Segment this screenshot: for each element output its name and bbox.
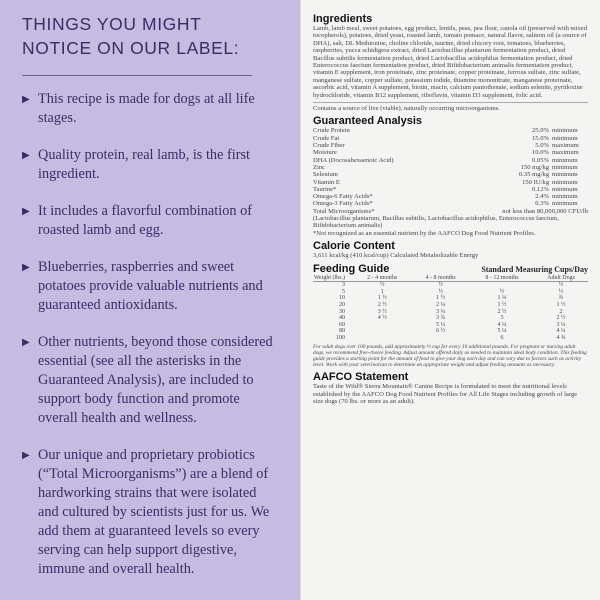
feeding-guide-header xyxy=(313,260,588,275)
ga-qual: minimum xyxy=(552,178,578,186)
table-cell: 1 ½ xyxy=(377,295,387,302)
table-cell: 5 ¼ xyxy=(436,321,446,328)
ga-value: 25.0% xyxy=(531,127,549,135)
table-cell: ½ xyxy=(499,288,505,295)
table-row xyxy=(313,295,588,302)
highlight-item xyxy=(22,258,278,315)
highlight-item xyxy=(22,146,278,184)
table-cell: 3 ¼ xyxy=(556,321,566,328)
table-cell: 1 ½ xyxy=(436,295,446,302)
calorie-text: 3,611 kcal/kg (410 kcal/cup) Calculated Metabolizable Energy xyxy=(313,252,479,260)
label-panel xyxy=(300,0,600,600)
table-cell: 20 xyxy=(339,302,345,309)
table-cell: 5 xyxy=(342,288,345,295)
title-divider xyxy=(22,75,252,76)
ga-qual: minimum xyxy=(552,134,578,142)
table-cell: ½ xyxy=(438,288,443,295)
table-cell: 4 ¼ xyxy=(497,321,507,328)
ga-name: Taurine* xyxy=(313,185,337,193)
highlight-text: Our unique and proprietary probiotics (“Total Microorganisms”) are a blend of hardworking strains that were isolated and cultured by scientists just for us. We add them at guaranteed levels so every serving can help support digestive, immune and overall health. xyxy=(38,447,270,577)
table-row xyxy=(313,135,588,142)
arrow-right-icon: ▶ xyxy=(22,150,30,161)
ga-value: 15.0% xyxy=(531,134,549,142)
table-cell: 10 xyxy=(339,295,345,302)
highlights-list xyxy=(22,90,278,579)
highlight-item xyxy=(22,333,278,428)
ga-value: 0.12% xyxy=(531,185,549,193)
table-cell: 4 ¼ xyxy=(556,328,566,335)
highlight-text: Quality protein, real lamb, is the first ingredient. xyxy=(38,147,251,182)
ga-qual: minimum xyxy=(552,193,578,201)
divider xyxy=(313,102,588,103)
table-cell: ½ xyxy=(558,282,564,289)
ga-name: Zinc xyxy=(313,163,326,171)
highlight-item xyxy=(22,446,278,579)
ga-qual: maximum xyxy=(552,149,579,157)
table-cell xyxy=(470,282,534,289)
ga-value: 150 mg/kg xyxy=(520,163,549,171)
table-cell: 3 xyxy=(342,282,345,289)
table-cell: 2 xyxy=(559,308,563,315)
calorie-heading: Calorie Content xyxy=(313,240,395,253)
highlight-text: Blueberries, raspberries and sweet potatoes provide valuable nutrients and guaranteed antioxidants. xyxy=(38,259,263,313)
ga-name: Omega-6 Fatty Acids* xyxy=(313,193,373,201)
feeding-guide-heading: Feeding Guide xyxy=(313,262,390,275)
table-cell: 6 ½ xyxy=(436,328,446,335)
ga-name: DHA (Docosahexaenoic Acid) xyxy=(313,156,394,164)
ga-value: 150 IU/kg xyxy=(522,178,549,186)
table-cell: ½ xyxy=(379,282,385,289)
table-row xyxy=(313,315,588,322)
table-row xyxy=(313,164,588,171)
ga-qual: minimum xyxy=(552,200,578,208)
column-header: Adult Dogs xyxy=(534,275,588,282)
table-cell: ½ xyxy=(438,282,443,289)
ga-name: Crude Fat xyxy=(313,134,340,142)
table-row xyxy=(313,142,588,149)
ga-name: Moisture xyxy=(313,149,337,157)
table-cell: 3 ¾ xyxy=(436,315,446,322)
arrow-right-icon: ▶ xyxy=(22,94,30,105)
highlight-text: Other nutrients, beyond those considered essential (see all the asterisks in the Guaranteed Analysis), are included to support body function and promote overall health and wellness. xyxy=(38,334,273,426)
table-cell: 3 ¼ xyxy=(436,308,446,315)
table-row xyxy=(313,171,588,178)
arrow-right-icon: ▶ xyxy=(22,450,30,461)
ga-value: 0.3% xyxy=(535,200,549,208)
ga-value: 0.05% xyxy=(531,156,549,164)
column-header: Weight (lbs.) xyxy=(313,275,353,282)
table-cell: 1 xyxy=(380,288,384,295)
table-row xyxy=(313,282,588,289)
table-cell xyxy=(353,322,411,329)
ga-qual: minimum xyxy=(552,185,578,193)
column-header: 2 - 4 months xyxy=(353,275,411,282)
table-row xyxy=(313,328,588,335)
table-cell: 1 ½ xyxy=(556,302,566,309)
arrow-right-icon: ▶ xyxy=(22,206,30,217)
table-row xyxy=(313,309,588,316)
ingredients-text: Lamb, lamb meal, sweet potatoes, egg product, lentils, peas, pea flour, canola oil (preserved with mixed tocopherols), potatoes, dried yeast, roasted lamb, tomato pomace, natural flavor, salmon oil (a source of DHA), salt, DL Methionine, choline chloride, taurine, dried chicory root, tomatoes, blueberries, raspberries, yucca schidigera extract, dried Lactobacillus plantarum fermentation product, dried Bacillus subtilis fermentation product, dried Lactobacillus acidophilus fermentation product, dried Enterococcus faecium fermentation product, dried Bifidobacterium animalis fermentation product, vitamin E supplement, iron proteinate, zinc proteinate, copper proteinate, ferrous sulfate, zinc sulfate, manganese sulfate, copper sulfate, potassium iodide, thiamine mononitrate, manganese proteinate, ascorbic acid, vitamin A supplement, biotin, niacin, calcium pantothenate, sodium selenite, pyridoxine hydrochloride, vitamin B12 supplement, riboflavin, vitamin D3 supplement, folic acid. xyxy=(313,25,588,99)
highlight-text: It includes a flavorful combination of roasted lamb and egg. xyxy=(38,203,252,238)
table-row xyxy=(313,157,588,164)
feeding-guide-table xyxy=(313,275,588,342)
highlight-item xyxy=(22,202,278,240)
table-cell: 2 ½ xyxy=(377,302,387,309)
microorganisms-row xyxy=(313,208,588,215)
ga-name: Vitamin E xyxy=(313,178,340,186)
table-cell: 1 ½ xyxy=(497,302,507,309)
table-cell: 2 ¼ xyxy=(436,302,446,309)
table-row xyxy=(313,193,588,200)
table-cell: 3 ½ xyxy=(377,308,387,315)
highlight-item xyxy=(22,90,278,128)
ga-name: Selenium xyxy=(313,171,338,179)
ga-value: 0.35 mg/kg xyxy=(518,171,549,179)
table-cell xyxy=(353,328,411,335)
aafco-text: Taste of the Wild® Sierra Mountain® Canine Recipe is formulated to meet the nutritional levels established by the AAFCO Dog Food Nutrient Profiles for All Life Stages including growth of large size dogs (70 lbs. or more as an adult). xyxy=(313,383,578,406)
table-row xyxy=(313,186,588,193)
table-cell: ½ xyxy=(558,288,564,295)
table-cell xyxy=(353,335,411,342)
table-cell: 80 xyxy=(339,328,345,335)
table-cell: 4 ½ xyxy=(377,315,387,322)
ingredients-heading: Ingredients xyxy=(313,13,373,25)
table-cell: 2 ½ xyxy=(497,308,507,315)
ga-qual: minimum xyxy=(552,171,578,179)
micro-strains: (Lactobacillus plantarum, Bacillus subtilis, Lactobacillus acidophilus, Enterococcus faecium, Bifidobacterium animalis) xyxy=(313,215,559,230)
ga-name: Omega-3 Fatty Acids* xyxy=(313,200,373,208)
table-row xyxy=(313,149,588,156)
arrow-right-icon: ▶ xyxy=(22,337,30,348)
table-row xyxy=(313,335,588,342)
arrow-right-icon: ▶ xyxy=(22,262,30,273)
table-row xyxy=(313,127,588,134)
column-header: 4 - 8 months xyxy=(411,275,469,282)
ga-value: 2.4% xyxy=(535,193,549,201)
ga-qual: maximum xyxy=(552,142,579,150)
table-cell: ¾ xyxy=(558,295,564,302)
guaranteed-analysis-table xyxy=(313,127,588,207)
table-cell: 3 xyxy=(500,315,504,322)
table-cell: 40 xyxy=(339,315,345,322)
micro-name: Total Microorganisms* xyxy=(313,207,375,215)
table-cell: 2 ½ xyxy=(556,315,566,322)
table-cell: 100 xyxy=(336,335,345,341)
table-row xyxy=(313,322,588,329)
ga-name: Crude Protein xyxy=(313,127,350,135)
micro-value: not less than 80,000,000 CFU/lb xyxy=(502,207,588,215)
highlight-text: This recipe is made for dogs at all life stages. xyxy=(38,91,255,126)
table-row xyxy=(313,289,588,296)
ga-value: 10.0% xyxy=(531,149,549,157)
column-header: 8 - 12 months xyxy=(470,275,534,282)
table-row xyxy=(313,179,588,186)
highlights-title: THINGS YOU MIGHT NOTICE ON OUR LABEL: xyxy=(22,14,240,58)
table-row xyxy=(313,302,588,309)
ga-qual: minimum xyxy=(552,163,578,171)
ga-footnote: *Not recognized as an essential nutrient by the AAFCO Dog Food Nutrient Profiles. xyxy=(313,229,536,237)
ga-qual: minimum xyxy=(552,156,578,164)
ga-qual: minimum xyxy=(552,127,578,135)
table-cell: 5 ¼ xyxy=(497,328,507,335)
ga-value: 5.0% xyxy=(535,142,549,150)
feeding-guide-subtitle: Standard Measuring Cups/Day xyxy=(481,264,588,274)
ga-name: Crude Fiber xyxy=(313,142,345,150)
table-cell xyxy=(411,335,469,342)
table-cell: 6 xyxy=(500,335,504,341)
aafco-heading: AAFCO Statement xyxy=(313,371,409,384)
guaranteed-analysis-heading: Guaranteed Analysis xyxy=(313,115,423,128)
table-cell: 4 ¾ xyxy=(556,335,566,341)
table-row xyxy=(313,200,588,207)
live-microorganisms-note: Contains a source of live (viable), naturally occurring microorganisms. xyxy=(313,105,501,113)
feeding-note: For adult dogs over 100 pounds, add approximately ⅓ cup for every 10 additional pounds. For pregnant or nursing adult dogs, we recommend free-choice feeding. Adjust amount offered daily as needed to maintain ideal body condition. This feeding guide provides a starting point for the amount of food to give your dog each day and can vary due to factors such as activity level. Work with your veterinarian to determine an appropriate weight and adjust feeding amounts as necessary. xyxy=(313,343,587,369)
table-cell: 30 xyxy=(339,308,345,315)
table-cell: 60 xyxy=(339,321,345,328)
table-cell: 1 ¼ xyxy=(497,295,507,302)
